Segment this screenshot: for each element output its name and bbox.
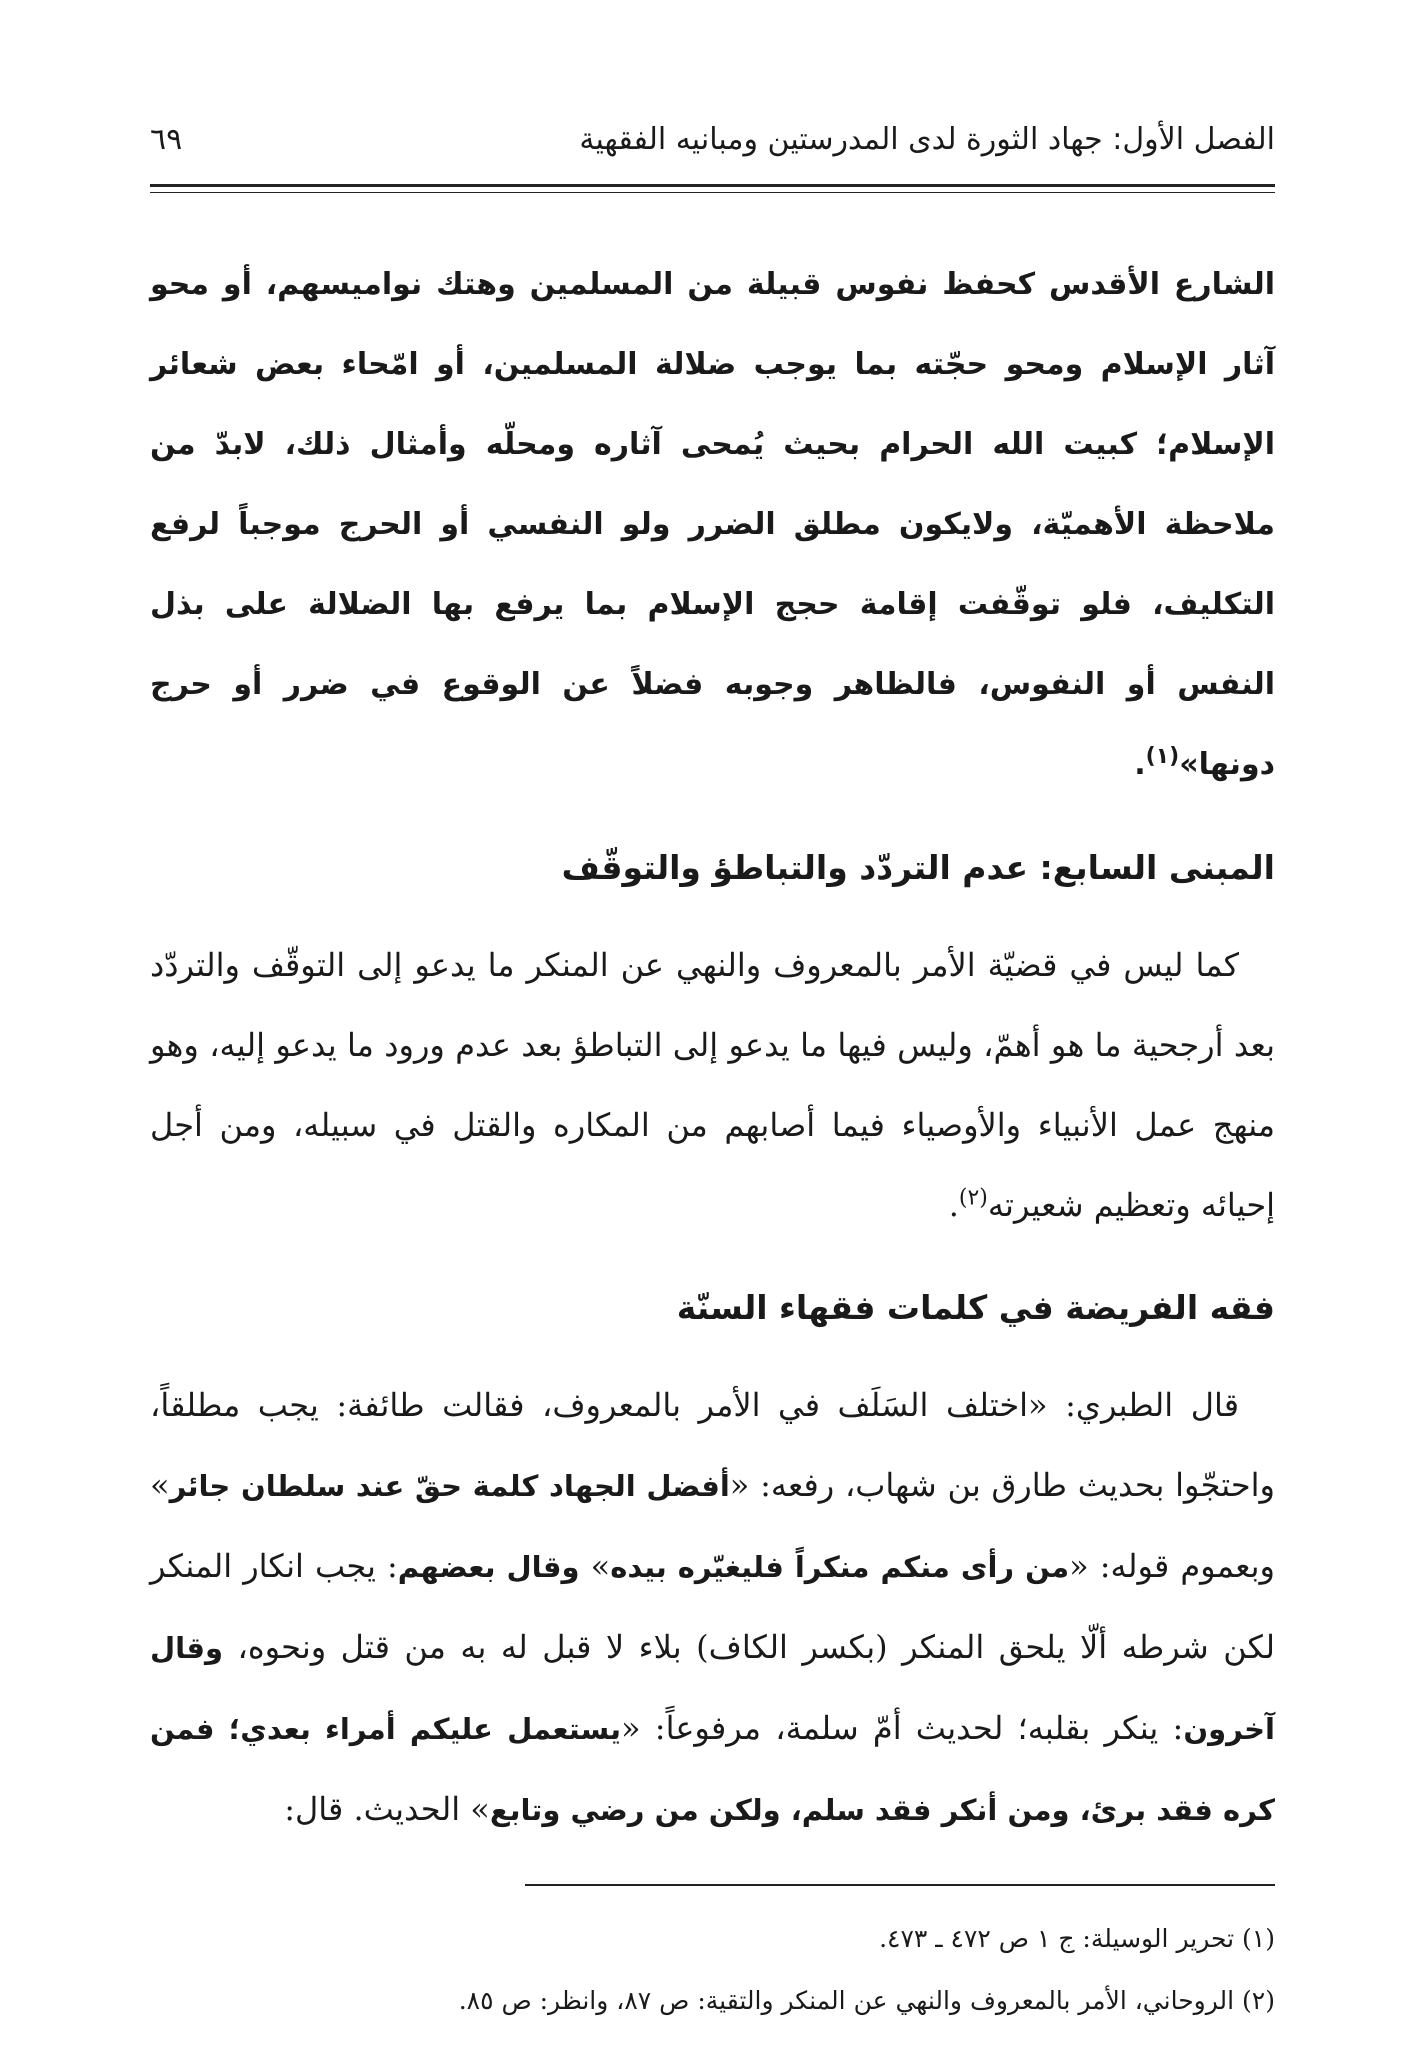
section-heading-sunni-jurists: فقه الفريضة في كلمات فقهاء السنّة	[676, 1288, 1275, 1327]
body-text	[150, 245, 1275, 1850]
footnote-2: (٢) الروحاني، الأمر بالمعروف والنهي عن المنكر والتقية: ص ٨٧، وانظر: ص ٨٥.	[458, 1986, 1275, 2015]
text-segment: » وبعموم قوله: «	[150, 1466, 1275, 1585]
section-heading-seventh-principle: المبنى السابع: عدم التردّد والتباطؤ والتوقّف	[561, 848, 1275, 887]
header-rule-thin	[150, 192, 1275, 193]
text-segment: » الحديث. قال:	[284, 1790, 490, 1828]
emphasis-text: وقال بعضهم	[397, 1550, 580, 1584]
paragraph-text: الشارع الأقدس كحفظ نفوس قبيلة من المسلمين وهتك نواميسهم، أو محو آثار الإسلام ومحو حجّته بما يوجب ضلالة المسلمين، أو امّحاء بعض شعائر الإسلام؛ كبيت الله الحرام بحيث يُمحى آثاره ومحلّه وأمثال ذلك، لابدّ من ملاحظة الأهميّة، ولايكون مطلق الضرر ولو النفسي أو الحرج موجباً لرفع التكليف، فلو توقّفت إقامة حجج الإسلام بما يرفع بها الضلالة على بذل النفس أو النفوس، فالظاهر وجوبه فضلاً عن الوقوع في ضرر أو حرج دونها»	[150, 267, 1275, 782]
hadith-text: يستعمل عليكم أمراء بعدي؛ فمن كره فقد برئ، ومن أنكر فقد سلم، ولكن من رضي وتابع	[150, 1712, 1275, 1827]
paragraph-quote-continuation: الشارع الأقدس كحفظ نفوس قبيلة من المسلمين وهتك نواميسهم، أو محو آثار الإسلام ومحو حجّته بما يوجب ضلالة المسلمين، أو امّحاء بعض شعائر الإسلام؛ كبيت الله الحرام بحيث يُمحى آثاره ومحلّه وأمثال ذلك، لابدّ من ملاحظة الأهميّة، ولايكون مطلق الضرر ولو النفسي أو الحرج موجباً لرفع التكليف، فلو توقّفت إقامة حجج الإسلام بما يرفع بها الضلالة على بذل النفس أو النفوس، فالظاهر وجوبه فضلاً عن الوقوع في ضرر أو حرج دونها»$^{(١)}$.	[150, 267, 1275, 782]
footnote-ref-2: (٢)	[958, 1185, 988, 1211]
page-number: ٦٩	[150, 122, 183, 157]
footnote-ref-1: (١)	[1145, 744, 1180, 769]
footnotes	[150, 1908, 1275, 2032]
footnote-1: (١) تحرير الوسيلة: ج ١ ص ٤٧٢ ـ ٤٧٣.	[879, 1924, 1275, 1953]
text-segment: : ينكر بقلبه؛ لحديث أمّ سلمة، مرفوعاً: «	[621, 1709, 1184, 1747]
header-rule-thick	[150, 184, 1275, 187]
paragraph-no-hesitation: كما ليس في قضيّة الأمر بالمعروف والنهي عن المنكر ما يدعو إلى التوقّف والتردّد بعد أرجحية ما هو أهمّ، وليس فيها ما يدعو إلى التباطؤ بعد عدم ورود ما يدعو إليه، وهو منهج عمل الأنبياء والأوصياء فيما أصابهم من المكاره والقتل في سبيله، ومن أجل إحيائه وتعظيم شعيرته$^{(٢)}$.	[150, 946, 1275, 1224]
paragraph-text: كما ليس في قضيّة الأمر بالمعروف والنهي عن المنكر ما يدعو إلى التوقّف والتردّد بعد أرجحية ما هو أهمّ، وليس فيها ما يدعو إلى التباطؤ بعد عدم ورود ما يدعو إليه، وهو منهج عمل الأنبياء والأوصياء فيما أصابهم من المكاره والقتل في سبيله، ومن أجل إحيائه وتعظيم شعيرته	[150, 946, 1275, 1224]
paragraph-tabari-quote	[150, 1365, 1275, 1850]
hadith-text: أفضل الجهاد كلمة حقّ عند سلطان جائر	[169, 1469, 730, 1503]
text-segment: : يجب انكار المنكر لكن شرطه ألّا يلحق المنكر (بكسر الكاف) بلاء لا قبل له به من قتل ونحوه،	[150, 1547, 1276, 1666]
book-page	[150, 110, 1276, 2015]
emphasis-text: وقال آخرون	[150, 1631, 1276, 1746]
text-segment: قال الطبري: «اختلف السَلَف في الأمر بالمعروف، فقالت طائفة: يجب مطلقاً، واحتجّوا بحديث طارق بن شهاب، رفعه: «	[150, 1386, 1276, 1504]
footnote-rule	[525, 1884, 1275, 1886]
text-segment: »	[579, 1547, 611, 1585]
chapter-title: الفصل الأول: جهاد الثورة لدى المدرستين ومبانيه الفقهية	[579, 122, 1275, 157]
running-header	[150, 110, 1275, 170]
hadith-text: من رأى منكم منكراً فليغيّره بيده	[610, 1550, 1070, 1584]
